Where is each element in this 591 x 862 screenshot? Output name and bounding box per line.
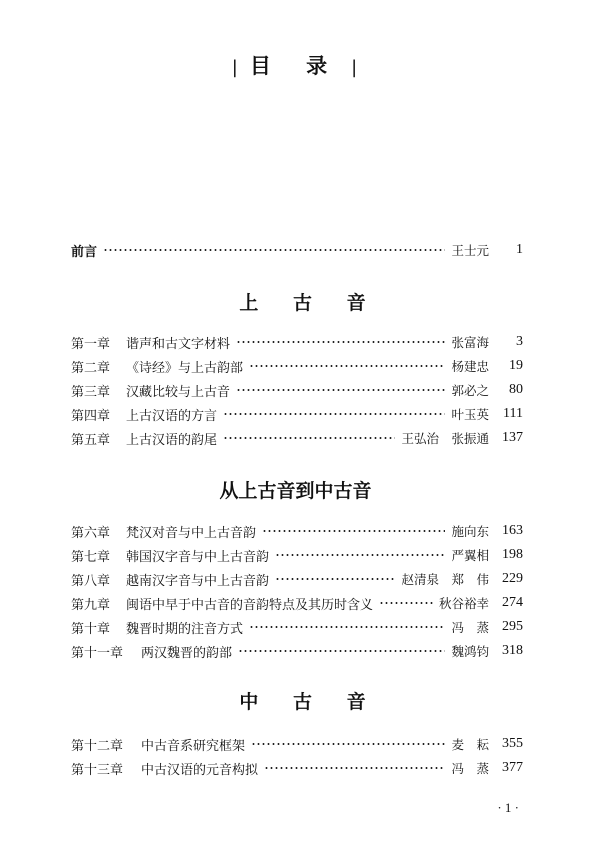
entry-title: 上古汉语的韵尾: [126, 432, 218, 448]
entry-title: 上古汉语的方言: [126, 408, 218, 424]
entry-page: 229: [502, 571, 523, 586]
entry-page: 295: [502, 619, 523, 634]
toc-entry[interactable]: [71, 404, 523, 424]
chapter-number: 第二章: [71, 360, 111, 376]
title-text: 目 录: [249, 54, 342, 78]
entry-author: 张富海: [451, 335, 489, 350]
entry-title: 梵汉对音与中上古音韵: [126, 525, 257, 541]
dot-leader: [249, 365, 445, 367]
entry-author: 王弘治 张振通: [401, 431, 489, 446]
toc-entry[interactable]: [71, 758, 523, 778]
entry-author: 郭必之: [451, 383, 489, 398]
entry-title: 中古音系研究框架: [141, 738, 246, 754]
entry-title: 闽语中早于中古音的音韵特点及其历时含义: [126, 597, 374, 613]
dot-leader: [251, 743, 445, 745]
entry-author: 冯 蒸: [451, 761, 489, 776]
dot-leader: [238, 650, 445, 652]
entry-page: 3: [516, 334, 523, 349]
toc-entry[interactable]: [71, 380, 523, 400]
toc-entry[interactable]: [71, 641, 523, 661]
entry-page: 377: [502, 760, 523, 775]
entry-title: 前言: [71, 244, 98, 260]
toc-entry[interactable]: [71, 356, 523, 376]
chapter-number: 第十二章: [71, 738, 124, 754]
dot-leader: [236, 389, 445, 391]
chapter-number: 第六章: [71, 525, 111, 541]
entry-author: 王士元: [451, 243, 489, 258]
dot-leader: [264, 767, 445, 769]
toc-entry[interactable]: [71, 593, 523, 613]
entry-page: 274: [502, 595, 523, 610]
section-heading: 上 古 音: [239, 292, 380, 314]
toc-entry[interactable]: [71, 569, 523, 589]
section-heading: 中 古 音: [239, 691, 380, 713]
entry-page: 318: [502, 643, 523, 658]
title-bar-left: |: [231, 57, 240, 78]
toc-entry[interactable]: [71, 617, 523, 637]
toc-entry[interactable]: [71, 332, 523, 352]
dot-leader: [379, 602, 433, 604]
entry-page: 1: [516, 242, 523, 257]
entry-page: 355: [502, 736, 523, 751]
entry-page: 111: [503, 406, 523, 421]
entry-page: 137: [502, 430, 523, 445]
entry-page: 163: [502, 523, 523, 538]
dot-leader: [275, 578, 395, 580]
entry-title: 越南汉字音与中上古音韵: [126, 573, 270, 589]
dot-leader: [275, 554, 445, 556]
dot-leader: [103, 249, 445, 251]
chapter-number: 第九章: [71, 597, 111, 613]
chapter-number: 第五章: [71, 432, 111, 448]
chapter-number: 第四章: [71, 408, 111, 424]
entry-author: 秋谷裕幸: [438, 596, 489, 611]
chapter-number: 第一章: [71, 336, 111, 352]
dot-leader: [223, 413, 445, 415]
toc-entry-preface[interactable]: [71, 240, 523, 260]
entry-author: 魏鸿钧: [451, 644, 489, 659]
chapter-number: 第十章: [71, 621, 111, 637]
chapter-number: 第七章: [71, 549, 111, 565]
entry-title: 汉藏比较与上古音: [126, 384, 231, 400]
chapter-number: 第十三章: [71, 762, 124, 778]
chapter-number: 第三章: [71, 384, 111, 400]
toc-entry[interactable]: [71, 734, 523, 754]
entry-title: 两汉魏晋的韵部: [141, 645, 233, 661]
chapter-number: 第十一章: [71, 645, 124, 661]
entry-title: 《诗经》与上古韵部: [126, 360, 244, 376]
entry-author: 严翼相: [451, 548, 489, 563]
toc-entry[interactable]: [71, 545, 523, 565]
entry-author: 施向东: [451, 524, 489, 539]
page-number: · 1 ·: [497, 800, 519, 815]
dot-leader: [223, 437, 395, 439]
entry-page: 198: [502, 547, 523, 562]
toc-entry[interactable]: [71, 521, 523, 541]
entry-author: 杨建忠: [451, 359, 489, 374]
entry-title: 韩国汉字音与中上古音韵: [126, 549, 270, 565]
section-heading: 从上古音到中古音: [219, 480, 372, 502]
entry-page: 80: [509, 382, 523, 397]
entry-title: 谐声和古文字材料: [126, 336, 231, 352]
entry-author: 麦 耘: [451, 737, 489, 752]
entry-title: 魏晋时期的注音方式: [126, 621, 244, 637]
toc-entry[interactable]: [71, 428, 523, 448]
entry-page: 19: [509, 358, 523, 373]
title-bar-right: |: [351, 57, 360, 78]
entry-author: 赵清泉 郑 伟: [401, 572, 489, 587]
chapter-number: 第八章: [71, 573, 111, 589]
dot-leader: [236, 341, 445, 343]
entry-author: 冯 蒸: [451, 620, 489, 635]
dot-leader: [249, 626, 445, 628]
dot-leader: [262, 530, 445, 532]
toc-title: [0, 50, 591, 80]
entry-author: 叶玉英: [451, 407, 489, 422]
entry-title: 中古汉语的元音构拟: [141, 762, 259, 778]
